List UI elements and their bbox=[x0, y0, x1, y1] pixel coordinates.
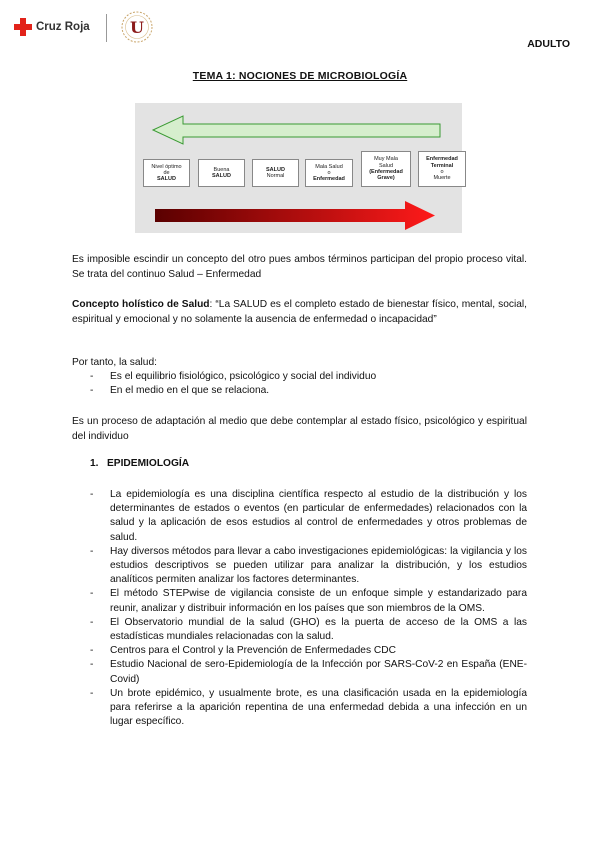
continuum-box-line: o bbox=[327, 169, 331, 176]
page-header bbox=[14, 10, 586, 50]
continuum-box bbox=[143, 159, 190, 187]
section-heading: 1. EPIDEMIOLOGÍA bbox=[90, 458, 190, 469]
continuum-box-line: Muy Mala bbox=[374, 156, 398, 163]
red-arrow-right bbox=[155, 201, 435, 230]
list-item: - El Observatorio mundial de la salud (GHO) es la puerta de acceso de la OMS a las estadísticas mundiales relacionadas con la salud. bbox=[90, 616, 527, 644]
continuum-box-line: SALUD bbox=[266, 166, 285, 173]
list-item: - Es el equilibrio fisiológico, psicológico y social del individuo bbox=[90, 370, 527, 384]
health-continuum-figure bbox=[135, 103, 462, 233]
continuum-box bbox=[361, 151, 411, 187]
continuum-box-line: Salud bbox=[378, 162, 394, 169]
list-item: - Hay diversos métodos para llevar a cabo investigaciones epidemiológicas: la vigilancia y los estudios descriptivos se pueden utilizar para analizar la distribución, y los estudios analíticos permiten analizar los factores determinantes. bbox=[90, 545, 527, 588]
continuum-box-line: Enfermedad bbox=[313, 176, 345, 183]
list-item: - Un brote epidémico, y usualmente brote, es una clasificación usada en la epidemiología para referirse a la aparición repentina de una enfermedad debida a una infección en un lugar específico. bbox=[90, 687, 527, 730]
paragraph-continuum: Es imposible escindir un concepto del otro pues ambos términos participan del propio proceso vital. Se trata del continuo Salud – Enfermedad bbox=[72, 254, 527, 281]
org-name: Cruz Roja bbox=[36, 21, 90, 33]
cruz-roja-logo bbox=[14, 18, 90, 36]
list-item: - En el medio en el que se relaciona. bbox=[90, 384, 527, 398]
epidemiology-list bbox=[90, 488, 527, 729]
svg-text:U: U bbox=[130, 18, 144, 37]
list-item: - La epidemiología es una disciplina científica respecto al estudio de la distribución y los determinantes de estados o eventos (en particular de enfermedades) relacionados con la salud y la aplicación de esos estudios al control de enfermedades y otros problemas de salud. bbox=[90, 488, 527, 545]
continuum-box-line: Nivel óptimo bbox=[151, 163, 182, 170]
red-cross-icon bbox=[14, 18, 32, 36]
continuum-box-line: de bbox=[163, 169, 170, 176]
continuum-box bbox=[198, 159, 245, 187]
continuum-box-line: Enfermedad bbox=[426, 156, 458, 163]
continuum-box-line: SALUD bbox=[157, 176, 176, 183]
university-seal-icon bbox=[120, 10, 154, 44]
list-item: - Estudio Nacional de sero-Epidemiología de la Infección por SARS-CoV-2 en España (ENE-Covid) bbox=[90, 658, 527, 686]
continuum-box bbox=[305, 159, 353, 187]
header-divider bbox=[106, 14, 107, 42]
paragraph-por-tanto: Por tanto, la salud: bbox=[72, 357, 157, 368]
paragraph-holistic bbox=[72, 297, 527, 327]
continuum-box-line: Terminal bbox=[430, 162, 454, 169]
continuum-box bbox=[418, 151, 466, 187]
continuum-box-line: Buena bbox=[213, 166, 230, 173]
continuum-box-line: o bbox=[440, 169, 444, 175]
list-item: - Centros para el Control y la Prevención de Enfermedades CDC bbox=[90, 644, 527, 658]
holistic-text: : “La SALUD es el completo estado de bienestar físico, mental, social, espiritual y emocional y no solamente la ausencia de enfermedad o incapacidad” bbox=[72, 299, 528, 326]
continuum-box-line: SALUD bbox=[212, 173, 231, 179]
continuum-box-line: Muerte bbox=[433, 175, 451, 182]
health-list bbox=[90, 370, 527, 398]
continuum-box-line: Normal bbox=[266, 173, 285, 179]
level-label: ADULTO bbox=[527, 38, 570, 50]
continuum-box-line: Grave) bbox=[377, 175, 395, 182]
list-item: - El método STEPwise de vigilancia consiste de un enfoque simple y estandarizado para reunir, analizar y distribuir información en los países que son miembros de la OMS. bbox=[90, 587, 527, 615]
green-arrow-left bbox=[153, 116, 440, 144]
page-title: TEMA 1: NOCIONES DE MICROBIOLOGÍA bbox=[192, 70, 408, 82]
paragraph-adaptation: Es un proceso de adaptación al medio que debe contemplar al estado físico, psicológico y espiritual del individuo bbox=[72, 416, 527, 443]
holistic-label: Concepto holístico de Salud bbox=[72, 299, 210, 310]
continuum-box-line: (Enfermedad bbox=[369, 169, 403, 175]
continuum-box bbox=[252, 159, 299, 187]
continuum-box-line: Mala Salud bbox=[315, 163, 343, 170]
